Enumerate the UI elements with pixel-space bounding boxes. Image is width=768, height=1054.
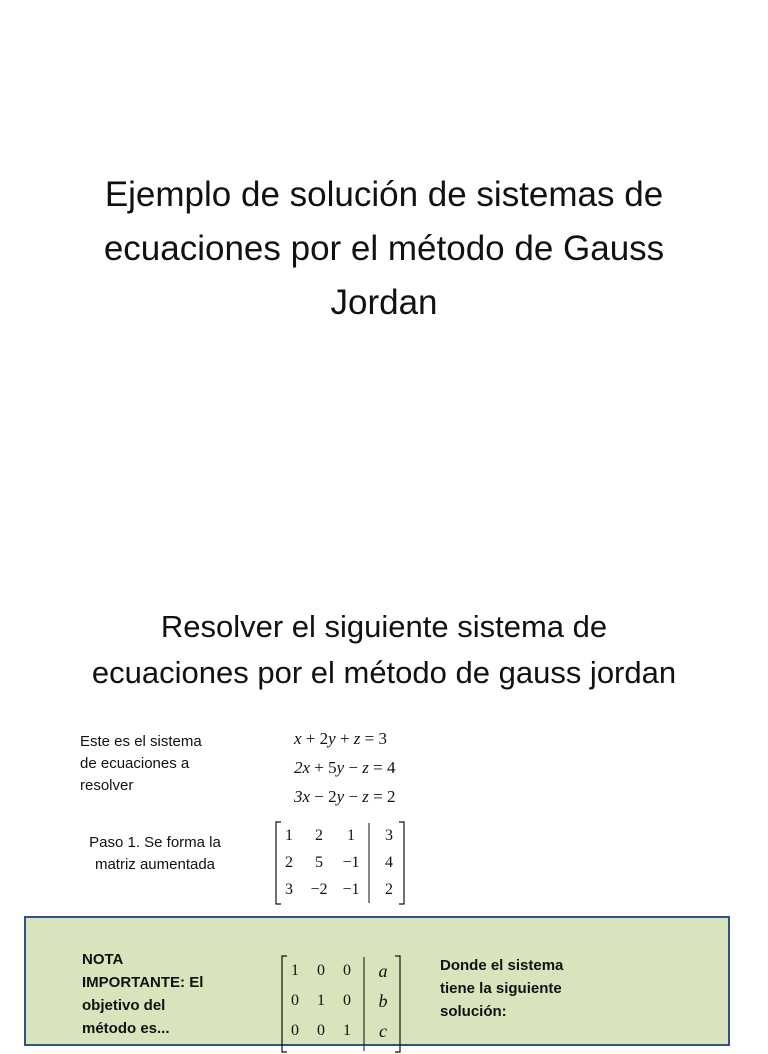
note-box [24,916,730,1046]
matrix-cell: b [378,991,388,1011]
matrix-cell: 3 [385,827,393,844]
matrix-cell: 0 [343,962,351,979]
identity-matrix [278,954,404,1044]
equation-row: 2x + 5y − z = 4 [294,758,396,777]
matrix-cell: 2 [285,854,293,871]
matrix-cell: 1 [291,962,299,979]
matrix-cell: 5 [315,854,323,871]
matrix-cell: 1 [343,1022,351,1039]
solution-label: Donde el sistema tiene la siguiente solución: [440,957,564,1020]
matrix-cell: −1 [342,854,360,871]
note-label: NOTA IMPORTANTE: El objetivo del método es... [82,951,204,1037]
heading-line: Resolver el siguiente sistema de [160,609,608,644]
equation-row: x + 2y + z = 3 [294,729,387,748]
matrix-cell: 4 [385,854,393,871]
equation-row: 3x − 2y − z = 2 [294,787,396,806]
matrix-cell: 1 [347,827,355,844]
heading-line: ecuaciones por el método de gauss jordan [91,655,677,690]
step1-label: Paso 1. Se forma la matriz aumentada [89,834,221,873]
matrix-cell: 2 [315,827,323,844]
system-label: Este es el sistema de ecuaciones a resolver [80,733,202,794]
slide-heading [30,604,738,696]
matrix-cell: 2 [385,881,393,898]
augmented-matrix [272,820,408,906]
matrix-cell: 0 [291,1022,299,1039]
matrix-cell: 0 [291,992,299,1009]
matrix-cell: −1 [342,881,360,898]
matrix-cell: 0 [317,1022,325,1039]
slide-title [40,168,728,330]
matrix-cell: −2 [310,881,328,898]
equation-system [294,724,396,811]
matrix-cell: 1 [317,992,325,1009]
problem-slide [0,576,768,1041]
matrix-cell: 3 [285,881,293,898]
matrix-cell: a [378,961,388,981]
title-line: ecuaciones por el método de Gauss [103,229,665,268]
title-line: Jordan [330,283,438,322]
matrix-cell: 0 [317,962,325,979]
matrix-cell: c [379,1021,387,1041]
matrix-cell: 0 [343,992,351,1009]
matrix-cell: 1 [285,827,293,844]
title-line: Ejemplo de solución de sistemas de [104,175,664,214]
